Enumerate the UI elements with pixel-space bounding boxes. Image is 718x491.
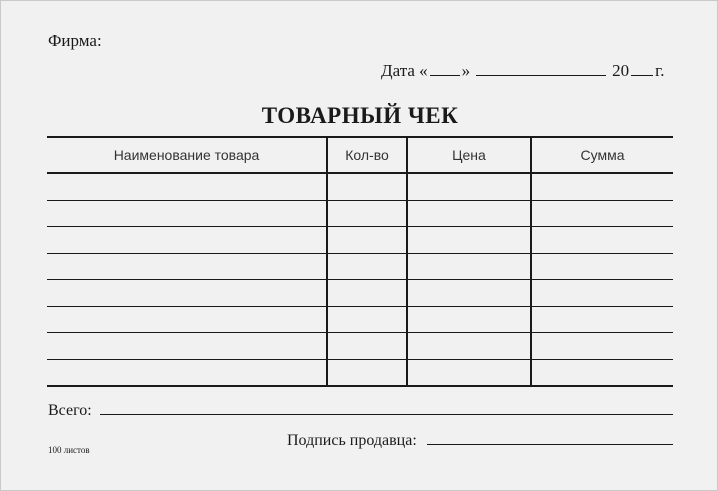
cell-quantity[interactable] <box>327 306 407 333</box>
cell-price[interactable] <box>407 306 531 333</box>
cell-price[interactable] <box>407 359 531 386</box>
cell-price[interactable] <box>407 173 531 200</box>
cell-price[interactable] <box>407 253 531 280</box>
cell-price[interactable] <box>407 227 531 254</box>
table-row <box>47 333 673 360</box>
cell-quantity[interactable] <box>327 200 407 227</box>
form-title: ТОВАРНЫЙ ЧЕК <box>261 103 459 128</box>
cell-name[interactable] <box>47 333 327 360</box>
cell-name[interactable] <box>47 173 327 200</box>
cell-quantity[interactable] <box>327 280 407 307</box>
signature-blank[interactable] <box>427 431 673 445</box>
cell-name[interactable] <box>47 200 327 227</box>
cell-name[interactable] <box>47 359 327 386</box>
cell-price[interactable] <box>407 200 531 227</box>
firm-label: Фирма: <box>48 31 102 50</box>
table-row <box>47 253 673 280</box>
table-row <box>47 306 673 333</box>
date-open-quote: « <box>419 61 428 80</box>
cell-quantity[interactable] <box>327 173 407 200</box>
date-year-suffix: г. <box>655 61 665 80</box>
cell-quantity[interactable] <box>327 359 407 386</box>
date-line <box>381 61 664 81</box>
date-label: Дата <box>381 61 415 80</box>
table-header-row <box>47 137 673 173</box>
total-label: Всего: <box>48 402 92 419</box>
cell-name[interactable] <box>47 280 327 307</box>
cell-sum[interactable] <box>531 280 673 307</box>
cell-sum[interactable] <box>531 333 673 360</box>
cell-sum[interactable] <box>531 253 673 280</box>
cell-quantity[interactable] <box>327 227 407 254</box>
cell-sum[interactable] <box>531 359 673 386</box>
cell-price[interactable] <box>407 280 531 307</box>
date-close-quote: » <box>461 61 471 80</box>
date-month-blank[interactable] <box>476 61 606 76</box>
cell-name[interactable] <box>47 227 327 254</box>
items-body <box>47 173 673 386</box>
signature-line <box>287 431 673 450</box>
column-header-name: Наименование товара <box>47 137 327 173</box>
cell-name[interactable] <box>47 253 327 280</box>
cell-quantity[interactable] <box>327 333 407 360</box>
table-row <box>47 280 673 307</box>
column-header-quantity: Кол-во <box>327 137 407 173</box>
cell-price[interactable] <box>407 333 531 360</box>
cell-sum[interactable] <box>531 173 673 200</box>
date-year-blank[interactable] <box>631 61 653 76</box>
date-day-blank[interactable] <box>430 61 460 76</box>
column-header-sum: Сумма <box>531 137 673 173</box>
cell-quantity[interactable] <box>327 253 407 280</box>
total-blank[interactable] <box>100 401 673 415</box>
total-line <box>48 401 673 420</box>
column-header-price: Цена <box>407 137 531 173</box>
table-row <box>47 227 673 254</box>
cell-name[interactable] <box>47 306 327 333</box>
sheets-count: 100 листов <box>48 445 90 455</box>
table-row <box>47 359 673 386</box>
date-year-prefix: 20 <box>612 61 630 80</box>
table-row <box>47 173 673 200</box>
cell-sum[interactable] <box>531 227 673 254</box>
table-row <box>47 200 673 227</box>
signature-label: Подпись продавца: <box>287 432 417 449</box>
cell-sum[interactable] <box>531 200 673 227</box>
cell-sum[interactable] <box>531 306 673 333</box>
items-table <box>47 136 673 387</box>
